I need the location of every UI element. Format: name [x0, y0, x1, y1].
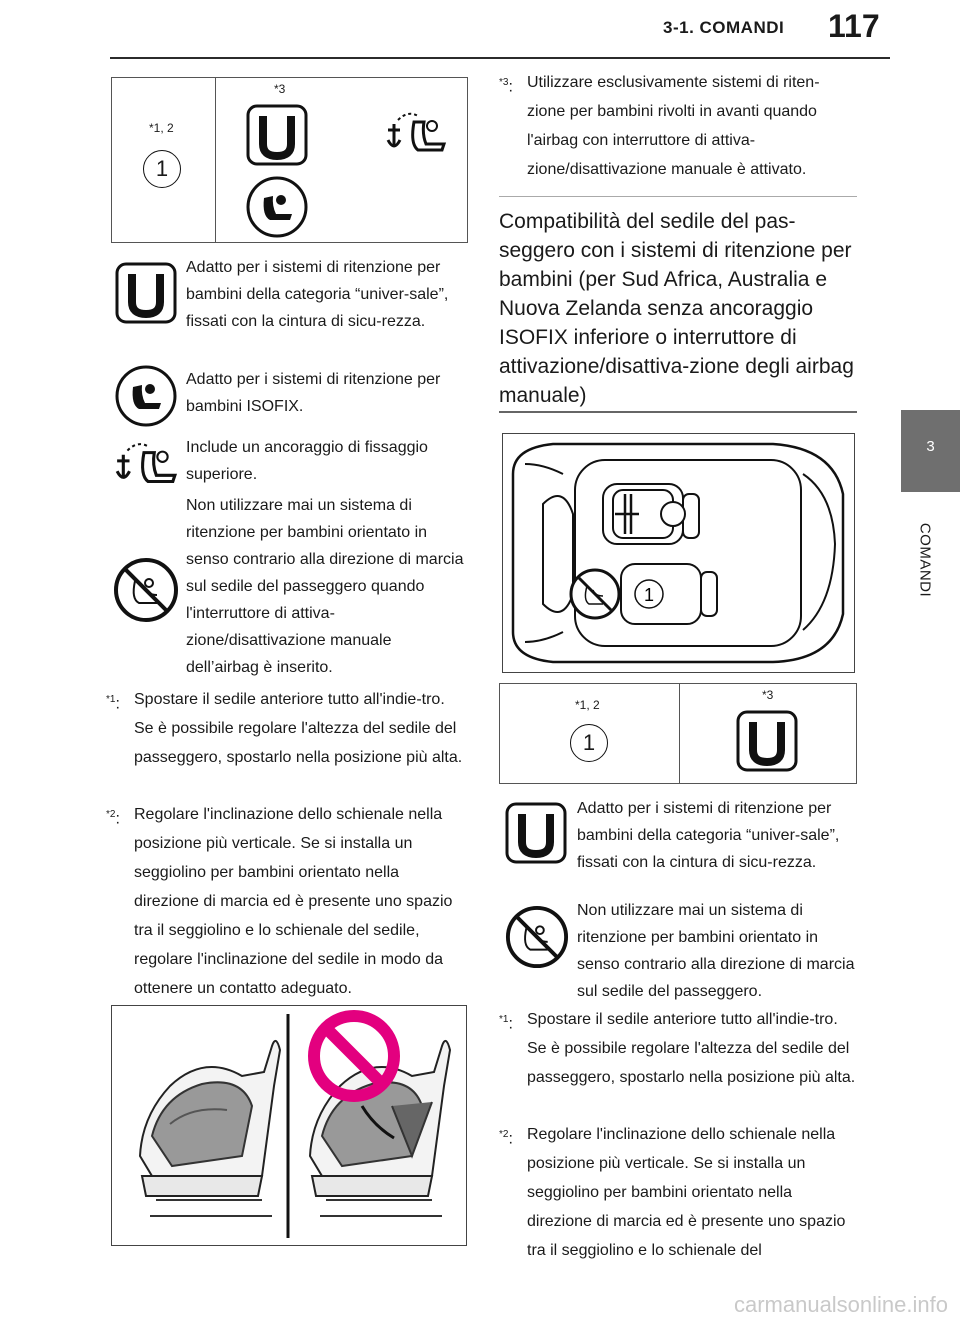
compatibility-table-top [111, 77, 468, 243]
note-text: Utilizzare esclusivamente sistemi di riten-zione per bambini rivolti in avanti quando l'airbag con interruttore di attiva-zione/disattivazione manuale è attivato. [527, 74, 820, 178]
legend-no-rear-facing-icon-right [505, 905, 569, 969]
note-3-right [499, 68, 857, 184]
legend-no-rear-facing-text-right: Non utilizzare mai un sistema di ritenzione per bambini orientato in senso contrario alla direzione di marcia sul sedile del passeggero. [577, 902, 855, 1000]
note-mark: $^{*2}$: [106, 809, 120, 828]
note-2-left [106, 800, 468, 1003]
seat-number-circle: 1 [570, 724, 608, 762]
watermark: carmanualsonline.info [733, 1292, 948, 1317]
top-tether-anchor-icon [384, 110, 448, 158]
seat-number-circle: 1 [143, 150, 181, 188]
header-rule [110, 57, 890, 59]
box-top-rule [499, 196, 857, 197]
car-top-view-figure [502, 433, 855, 673]
legend-universal-icon-right [505, 802, 567, 864]
table-col1-label: *1, 2 [575, 698, 600, 712]
note-text: Regolare l'inclinazione dello schienale nella posizione più verticale. Se si installa un seggiolino per bambini orientato nella direzione di marcia ed è presente uno spazio tra il seggiolino e lo schienale del [527, 1126, 846, 1259]
legend-no-rear-facing-icon [113, 557, 179, 623]
note-mark: $^{*1}$: [106, 694, 120, 713]
compatibility-table-right [499, 683, 857, 784]
chapter-number: 3 [926, 438, 935, 455]
no-rear-facing-icon [571, 570, 619, 618]
legend-tether-text: Include un ancoraggio di fissaggio superiore. [186, 439, 428, 483]
legend-isofix-icon [115, 365, 177, 427]
isofix-child-seat-icon [246, 176, 308, 238]
legend-tether-icon [113, 440, 179, 490]
note-1-left [106, 685, 468, 772]
legend-no-rear-facing-text: Non utilizzare mai un sistema di ritenzione per bambini orientato in senso contrario alla direzione di marcia sul sedile del passeggero quando l'interruttore di attiva-zione/disattivazione manuale dell’airbag è inserito. [186, 497, 464, 676]
legend-universal-text: Adatto per i sistemi di ritenzione per bambini della categoria “univer-sale”, fissati con la cintura di sicu-rezza. [186, 259, 449, 330]
chapter-label: COMANDI [916, 522, 934, 598]
section-title: 3-1. COMANDI [663, 18, 785, 37]
note-mark: $^{*3}$: [499, 77, 513, 96]
legend-universal-text-right: Adatto per i sistemi di ritenzione per bambini della categoria “univer-sale”, fissati con la cintura di sicu-rezza. [577, 800, 840, 871]
seat-recline-figure [111, 1005, 467, 1246]
legend-isofix-text: Adatto per i sistemi di ritenzione per bambini ISOFIX. [186, 371, 441, 415]
correct-seat-drawing [140, 1041, 280, 1216]
table-col2-label: *3 [762, 688, 774, 702]
car-seat-number: 1 [643, 585, 655, 605]
universal-u-icon [246, 104, 308, 166]
table-col1-label: *1, 2 [149, 121, 174, 135]
box-bottom-rule [499, 411, 857, 413]
page-number: 117 [828, 8, 880, 44]
note-text: Spostare il sedile anteriore tutto all'indie-tro. Se è possibile regolare l'altezza del sedile del passeggero, spostarlo nella posizione più alta. [134, 691, 463, 766]
note-mark: $^{*1}$: [499, 1014, 513, 1033]
note-2-right [499, 1120, 859, 1265]
note-text: Regolare l'inclinazione dello schienale nella posizione più verticale. Se si installa un seggiolino per bambini orientato nella direzione di marcia ed è presente uno spazio tra il seggiolino e lo schienale del sedile, regolare l'inclinazione del sedile in modo da ottenere un contatto adeguato. [134, 806, 453, 997]
table-col2-label: *3 [274, 82, 286, 96]
note-text: Spostare il sedile anteriore tutto all'indie-tro. Se è possibile regolare l'altezza del sedile del passeggero, spostarlo nella posizione più alta. [527, 1011, 856, 1086]
note-mark: $^{*2}$: [499, 1129, 513, 1148]
wrong-seat-drawing [310, 1041, 450, 1216]
chapter-tab[interactable] [901, 410, 960, 492]
universal-u-icon [736, 710, 798, 772]
note-1-right [499, 1005, 859, 1092]
compatibility-box-title: Compatibilità del sedile del pas-seggero con i sistemi di ritenzione per bambini (per Sud Africa, Australia e Nuova Zelanda senza ancoraggio ISOFIX inferiore o interruttore di attivazione/disattiva-zione degli airbag manuale) [499, 210, 854, 407]
legend-universal-icon [115, 262, 177, 324]
